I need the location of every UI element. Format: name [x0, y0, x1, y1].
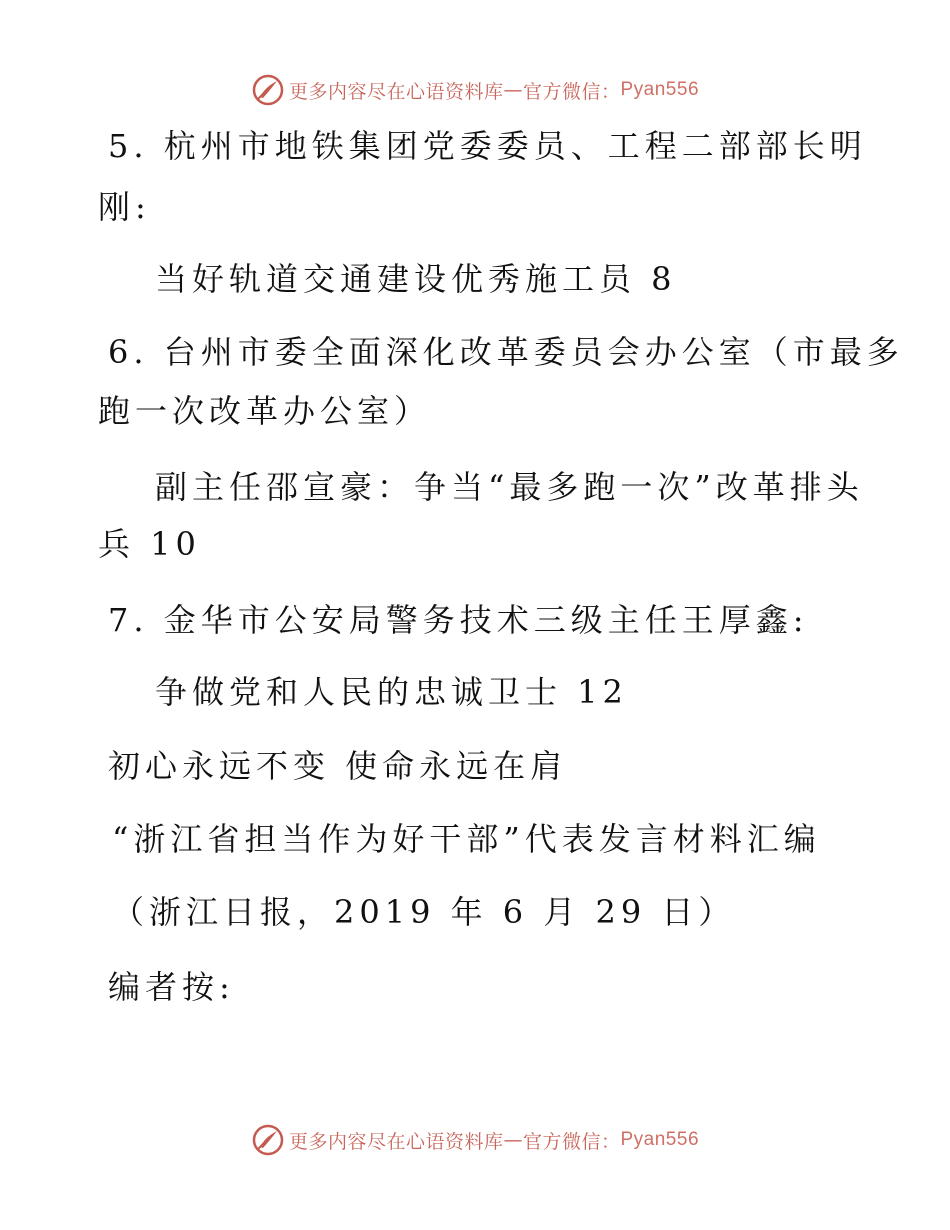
header-watermark [0, 70, 950, 110]
toc-item-6-line-2: 跑一次改革办公室） [98, 392, 432, 430]
watermark-main-text: 更多内容尽在心语资料库 [288, 1130, 504, 1153]
toc-item-5-line-2: 刚: [98, 188, 151, 226]
watermark-dash: — [503, 1129, 523, 1151]
section-subheading: “浙江省担当作为好干部”代表发言材料汇编 [112, 820, 821, 858]
footer-watermark [0, 1120, 950, 1160]
quill-logo-icon [251, 1123, 285, 1157]
quill-logo-icon [251, 73, 285, 107]
watermark-main-text: 更多内容尽在心语资料库 [288, 80, 504, 103]
toc-item-5-line-1: 5. 杭州市地铁集团党委委员、工程二部部长明 [108, 127, 867, 165]
section-heading: 初心永远不变 使命永远在肩 [108, 747, 568, 785]
toc-item-7-title: 争做党和人民的忠诚卫士 12 [155, 673, 628, 711]
watermark-wechat-id: Pyan556 [620, 1129, 700, 1150]
watermark-wechat-id: Pyan556 [620, 79, 700, 100]
toc-item-6-title-line-2: 兵 10 [98, 525, 201, 563]
toc-item-5-title: 当好轨道交通建设优秀施工员 8 [155, 260, 677, 298]
toc-item-6-title-line-1: 副主任邵宣豪：争当“最多跑一次”改革排头 [155, 468, 864, 506]
toc-item-7-line-1: 7. 金华市公安局警务技术三级主任王厚鑫: [108, 601, 809, 639]
toc-item-6-line-1: 6. 台州市委全面深化改革委员会办公室（市最多 [108, 333, 904, 371]
watermark-wechat-label: 官方微信： [522, 80, 621, 103]
watermark-dash: — [503, 79, 523, 101]
editor-note-label: 编者按: [108, 968, 235, 1006]
watermark-wechat-label: 官方微信： [522, 1130, 621, 1153]
source-citation: （浙江日报，2019 年 6 月 29 日） [112, 893, 736, 931]
